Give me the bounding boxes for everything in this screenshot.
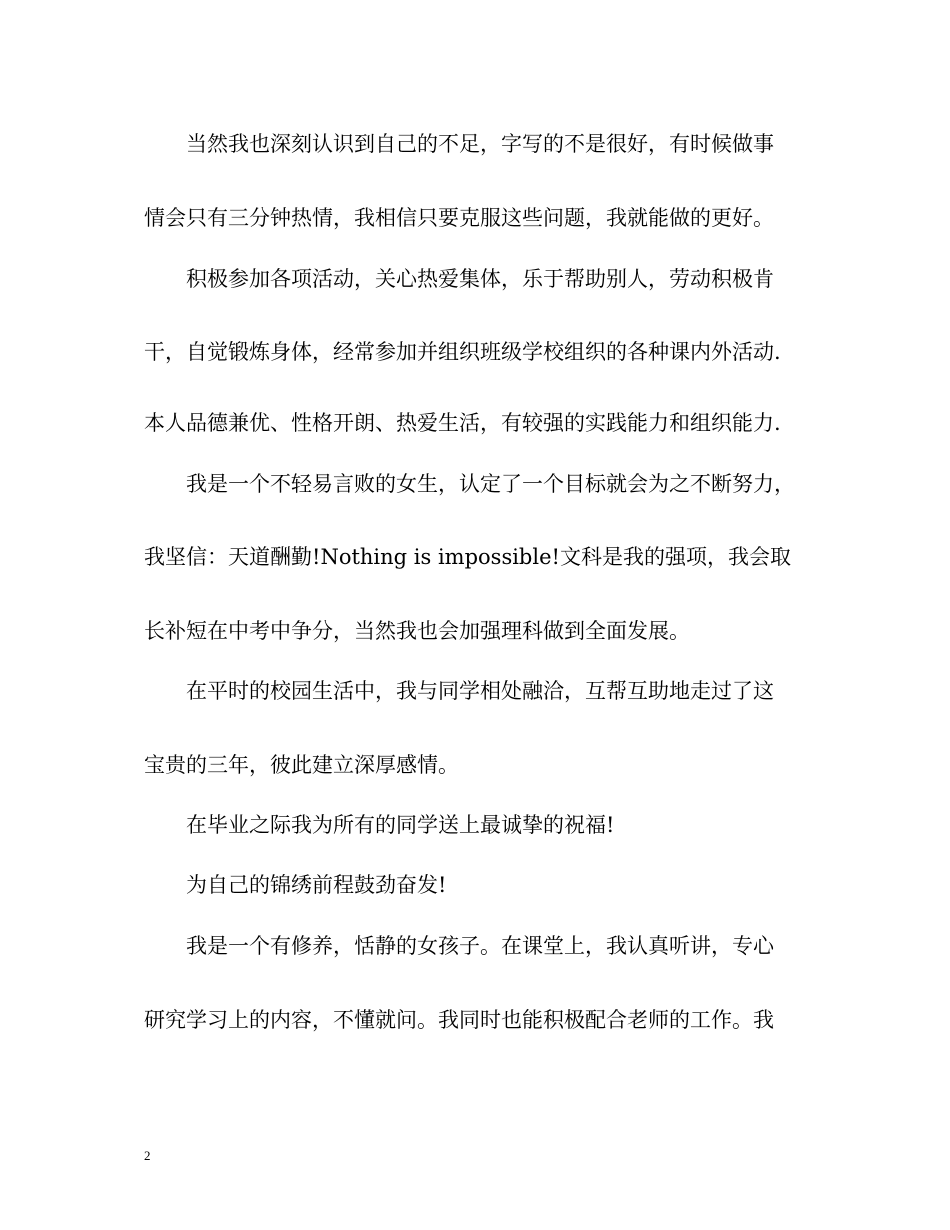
text-line: 当然我也深刻认识到自己的不足，字写的不是很好，有时候做事 <box>186 132 774 156</box>
text-line: 我坚信：天道酬勤!Nothing is impossible!文科是我的强项，我会取 <box>144 545 791 569</box>
text-line: 在平时的校园生活中，我与同学相处融洽，互帮互助地走过了这 <box>186 679 774 703</box>
text-line: 我是一个不轻易言败的女生，认定了一个目标就会为之不断努力， <box>186 472 795 496</box>
text-line: 干，自觉锻炼身体，经常参加并组织班级学校组织的各种课内外活动. <box>144 340 781 364</box>
text-line: 宝贵的三年，彼此建立深厚感情。 <box>144 753 459 777</box>
text-line: 研究学习上的内容，不懂就问。我同时也能积极配合老师的工作。我 <box>144 1008 774 1032</box>
text-line: 在毕业之际我为所有的同学送上最诚挚的祝福! <box>186 813 615 837</box>
text-line: 情会只有三分钟热情，我相信只要克服这些问题，我就能做的更好。 <box>144 206 774 230</box>
text-line: 为自己的锦绣前程鼓劲奋发! <box>186 873 447 897</box>
text-line: 本人品德兼优、性格开朗、热爱生活，有较强的实践能力和组织能力. <box>144 411 781 435</box>
text-line: 我是一个有修养，恬静的女孩子。在课堂上，我认真听讲，专心 <box>186 934 774 958</box>
text-line: 长补短在中考中争分，当然我也会加强理科做到全面发展。 <box>144 619 690 643</box>
page-number: 2 <box>144 1148 151 1163</box>
text-line: 积极参加各项活动，关心热爱集体，乐于帮助别人，劳动积极肯 <box>186 267 774 291</box>
